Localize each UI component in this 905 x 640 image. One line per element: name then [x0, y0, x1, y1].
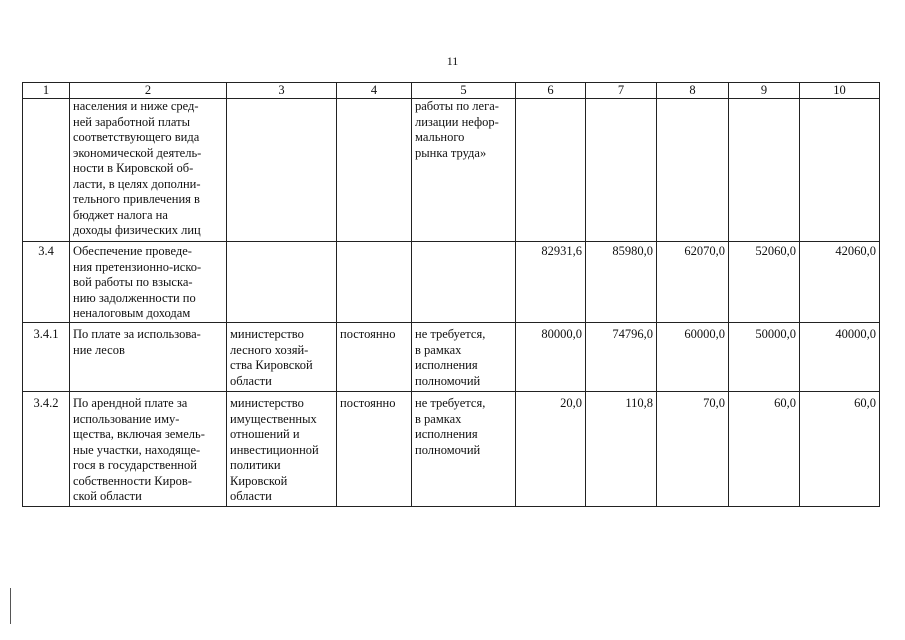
- cell-funding: работы по лега- лизации нефор- мального рынка труда»: [412, 99, 516, 242]
- scan-margin-line: [10, 588, 11, 624]
- header-col-5: 5: [412, 83, 516, 99]
- header-col-9: 9: [729, 83, 800, 99]
- cell-value-7: 74796,0: [586, 323, 657, 392]
- cell-value-6: 20,0: [516, 392, 586, 507]
- header-col-3: 3: [227, 83, 337, 99]
- cell-name: По плате за использова- ние лесов: [70, 323, 227, 392]
- cell-name: населения и ниже сред- ней заработной платы соответствующего вида экономической деятель- ности в Кировской об- ласти, в целях дополни- тельного привлечения в бюджет налога на доходы физических лиц: [70, 99, 227, 242]
- cell-value-6: 82931,6: [516, 242, 586, 323]
- table-row-3-4-1: [23, 323, 880, 392]
- cell-term: [337, 242, 412, 323]
- header-col-10: 10: [800, 83, 880, 99]
- cell-executor: [227, 242, 337, 323]
- table-row-3-4-2: [23, 392, 880, 507]
- cell-value-9: 50000,0: [729, 323, 800, 392]
- table-row-continuation: [23, 99, 880, 242]
- cell-term: постоянно: [337, 392, 412, 507]
- cell-value-10: 42060,0: [800, 242, 880, 323]
- cell-executor: министерство лесного хозяй- ства Кировской области: [227, 323, 337, 392]
- cell-executor: [227, 99, 337, 242]
- header-col-7: 7: [586, 83, 657, 99]
- cell-value-8: 70,0: [657, 392, 729, 507]
- cell-value-9: 52060,0: [729, 242, 800, 323]
- cell-name: Обеспечение проведе- ния претензионно-иско- вой работы по взыска- нию задолженности по неналоговым доходам: [70, 242, 227, 323]
- cell-name: По арендной плате за использование иму- щества, включая земель- ные участки, находяще- гося в государственной собственности Киров- ской области: [70, 392, 227, 507]
- cell-value-6: 80000,0: [516, 323, 586, 392]
- header-col-8: 8: [657, 83, 729, 99]
- cell-term: постоянно: [337, 323, 412, 392]
- program-measures-table: [22, 82, 880, 507]
- table-row-3-4: [23, 242, 880, 323]
- header-col-1: 1: [23, 83, 70, 99]
- cell-funding: не требуется, в рамках исполнения полномочий: [412, 323, 516, 392]
- cell-value-8: [657, 99, 729, 242]
- cell-executor: министерство имущественных отношений и инвестиционной политики Кировской области: [227, 392, 337, 507]
- cell-value-6: [516, 99, 586, 242]
- header-col-2: 2: [70, 83, 227, 99]
- cell-num: 3.4.2: [23, 392, 70, 507]
- cell-value-10: 40000,0: [800, 323, 880, 392]
- cell-funding: не требуется, в рамках исполнения полномочий: [412, 392, 516, 507]
- cell-funding: [412, 242, 516, 323]
- cell-value-7: 85980,0: [586, 242, 657, 323]
- cell-value-10: 60,0: [800, 392, 880, 507]
- cell-num: 3.4.1: [23, 323, 70, 392]
- header-col-4: 4: [337, 83, 412, 99]
- cell-term: [337, 99, 412, 242]
- cell-value-9: [729, 99, 800, 242]
- cell-value-8: 62070,0: [657, 242, 729, 323]
- cell-value-8: 60000,0: [657, 323, 729, 392]
- table-header-row: [23, 83, 880, 99]
- cell-value-7: 110,8: [586, 392, 657, 507]
- cell-num: 3.4: [23, 242, 70, 323]
- cell-value-9: 60,0: [729, 392, 800, 507]
- page-number: 11: [446, 54, 459, 68]
- cell-value-7: [586, 99, 657, 242]
- cell-num: [23, 99, 70, 242]
- cell-value-10: [800, 99, 880, 242]
- header-col-6: 6: [516, 83, 586, 99]
